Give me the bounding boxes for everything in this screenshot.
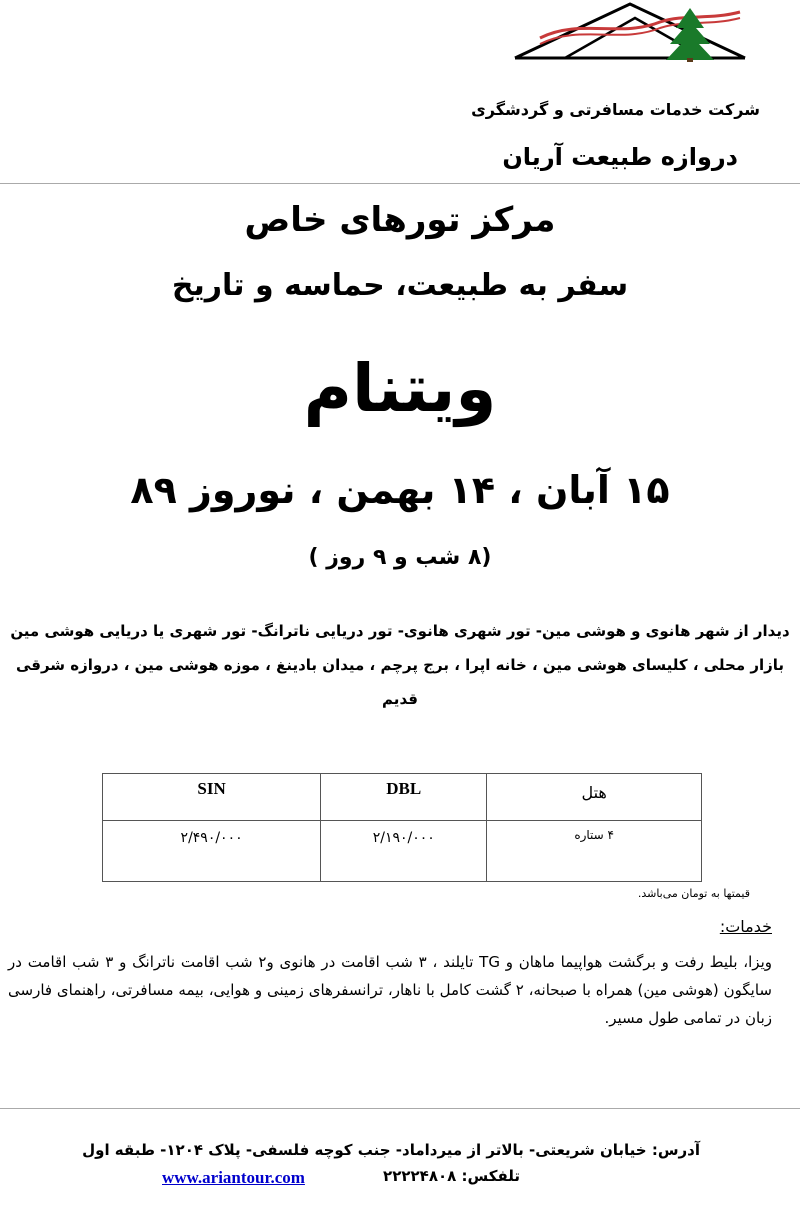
col-header-dbl: DBL — [321, 774, 487, 821]
price-dbl: ۲/۱۹۰/۰۰۰ — [321, 821, 487, 882]
hotel-rating: ۴ ستاره — [487, 821, 702, 882]
website-link[interactable]: www.ariantour.com — [162, 1168, 305, 1187]
table-header-row — [103, 774, 702, 821]
footer-divider — [0, 1108, 800, 1109]
phone: تلفکس: ۲۲۲۲۴۸۰۸ — [383, 1167, 520, 1185]
destination-title: ویتنام — [303, 350, 497, 427]
center-title: مرکز تورهای خاص — [244, 200, 556, 240]
itinerary — [10, 614, 790, 716]
itinerary-line: دیدار از شهر هانوی و هوشی مین- تور شهری هانوی- تور دریایی ناترانگ- تور شهری یا دریایی هوشی مین — [10, 622, 790, 640]
services-title: خدمات: — [719, 917, 772, 936]
company-type: شرکت خدمات مسافرتی و گردشگری — [471, 100, 760, 119]
tour-duration: (۸ شب و ۹ روز ) — [308, 545, 492, 570]
company-logo — [510, 0, 750, 64]
address: آدرس: خیابان شریعتی- بالاتر از میرداماد- جنب کوچه فلسفی- پلاک ۱۲۰۴- طبقه اول — [82, 1141, 700, 1159]
header-divider — [0, 183, 800, 184]
company-name: دروازه طبیعت آریان — [502, 143, 738, 171]
col-header-sin: SIN — [103, 774, 321, 821]
table-row — [103, 821, 702, 882]
tour-dates: ۱۵ آبان ، ۱۴ بهمن ، نوروز ۸۹ — [130, 468, 670, 512]
itinerary-line: قدیم — [382, 690, 418, 708]
itinerary-line: بازار محلی ، کلیسای هوشی مین ، خانه اپرا ، برج پرچم ، میدان بادینغ ، موزه هوشی مین ، دروازه شرقی — [15, 656, 785, 674]
mountain-tree-logo-icon — [510, 0, 750, 64]
col-header-hotel: هتل — [487, 774, 702, 821]
price-table — [102, 773, 702, 882]
services-body: ویزا، بلیط رفت و برگشت هواپیما ماهان و TG تایلند ، ۳ شب اقامت در هانوی و۲ شب اقامت ناترانگ و ۳ شب اقامت در سایگون (هوشی مین) همراه با صبحانه، ۲ گشت کامل با ناهار، ترانسفرهای زمینی و هوایی، بیمه مسافرتی، راهنمای فارسی زبان در تمامی طول مسیر. — [8, 953, 772, 1027]
currency-note: قیمتها به تومان می‌باشد. — [637, 887, 750, 900]
price-sin: ۲/۴۹۰/۰۰۰ — [103, 821, 321, 882]
slogan: سفر به طبیعت، حماسه و تاریخ — [171, 268, 629, 303]
